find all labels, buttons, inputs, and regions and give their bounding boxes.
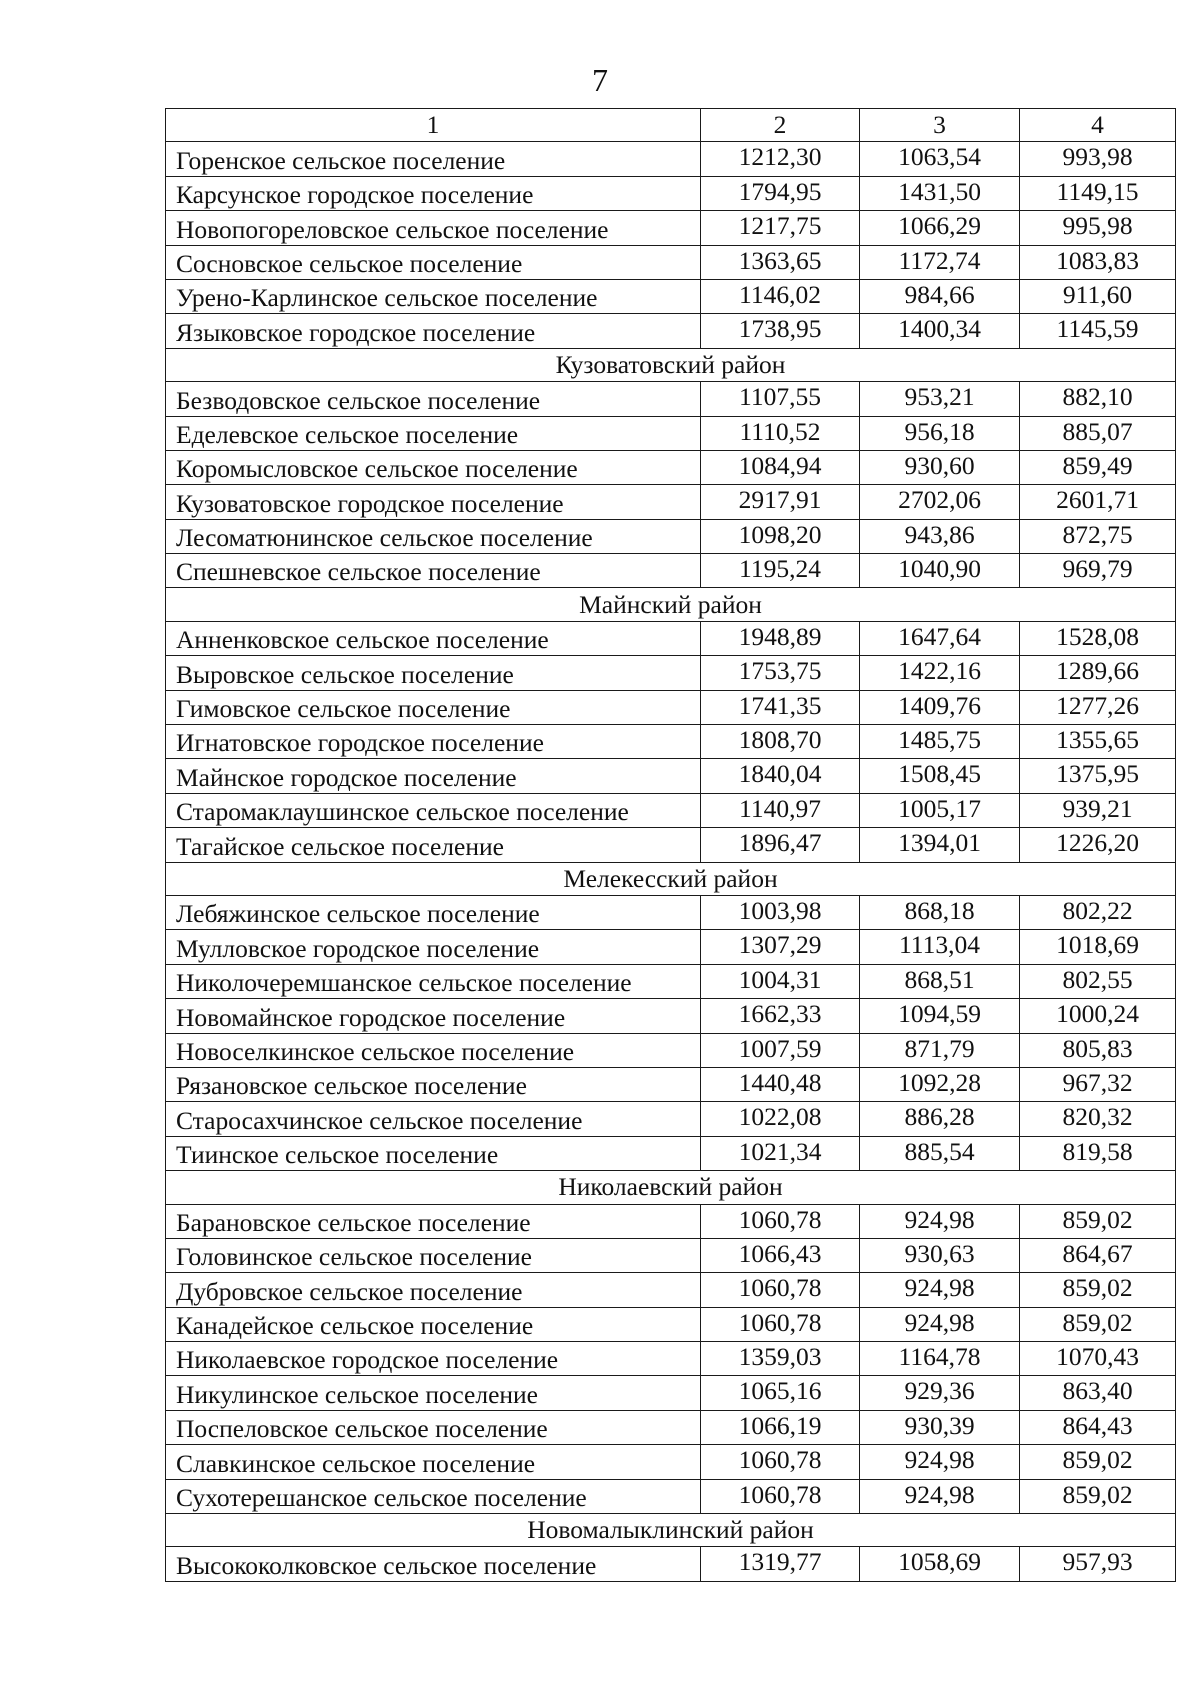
value-col-2: 1065,16 (701, 1376, 860, 1410)
table-row (166, 1067, 1176, 1101)
value-col-3: 1066,29 (860, 211, 1020, 245)
value-col-2: 1003,98 (701, 895, 860, 929)
value-col-2: 1662,33 (701, 999, 860, 1033)
value-col-2: 1217,75 (701, 211, 860, 245)
district-header-row (166, 862, 1176, 895)
value-col-4: 885,07 (1020, 416, 1176, 450)
value-col-4: 957,93 (1020, 1547, 1176, 1581)
value-col-2: 1363,65 (701, 245, 860, 279)
district-name: Мелекесский район (166, 862, 1176, 895)
value-col-3: 1172,74 (860, 245, 1020, 279)
value-col-3: 953,21 (860, 382, 1020, 416)
table-row (166, 1238, 1176, 1272)
value-col-3: 885,54 (860, 1136, 1020, 1170)
value-col-2: 1808,70 (701, 725, 860, 759)
value-col-2: 1319,77 (701, 1547, 860, 1581)
value-col-2: 1004,31 (701, 964, 860, 998)
settlement-name: Гимовское сельское поселение (166, 690, 701, 724)
district-name: Новомалыклинский район (166, 1514, 1176, 1547)
value-col-2: 1741,35 (701, 690, 860, 724)
value-col-2: 1359,03 (701, 1342, 860, 1376)
value-col-2: 1948,89 (701, 621, 860, 655)
value-col-2: 1098,20 (701, 519, 860, 553)
value-col-3: 1400,34 (860, 314, 1020, 348)
value-col-3: 1485,75 (860, 725, 1020, 759)
table-row (166, 1204, 1176, 1238)
column-header-2: 2 (701, 109, 860, 142)
value-col-4: 2601,71 (1020, 485, 1176, 519)
value-col-3: 1092,28 (860, 1067, 1020, 1101)
table-row (166, 1136, 1176, 1170)
settlement-name: Коромысловское сельское поселение (166, 450, 701, 484)
settlement-name: Дубровское сельское поселение (166, 1273, 701, 1307)
settlement-name: Кузоватовское городское поселение (166, 485, 701, 519)
value-col-2: 1896,47 (701, 828, 860, 862)
settlement-name: Мулловское городское поселение (166, 930, 701, 964)
value-col-4: 1355,65 (1020, 725, 1176, 759)
value-col-3: 924,98 (860, 1307, 1020, 1341)
district-name: Майнский район (166, 588, 1176, 621)
table-row (166, 1273, 1176, 1307)
settlement-name: Славкинское сельское поселение (166, 1445, 701, 1479)
value-col-4: 859,02 (1020, 1273, 1176, 1307)
value-col-3: 2702,06 (860, 485, 1020, 519)
settlement-name: Урено-Карлинское сельское поселение (166, 279, 701, 313)
value-col-2: 1007,59 (701, 1033, 860, 1067)
settlement-name: Головинское сельское поселение (166, 1238, 701, 1272)
table-row (166, 245, 1176, 279)
settlement-name: Барановское сельское поселение (166, 1204, 701, 1238)
value-col-2: 2917,91 (701, 485, 860, 519)
value-col-4: 939,21 (1020, 793, 1176, 827)
table-row (166, 690, 1176, 724)
value-col-2: 1840,04 (701, 759, 860, 793)
column-header-3: 3 (860, 109, 1020, 142)
value-col-4: 1375,95 (1020, 759, 1176, 793)
table-row (166, 279, 1176, 313)
value-col-2: 1738,95 (701, 314, 860, 348)
settlement-name: Лесоматюнинское сельское поселение (166, 519, 701, 553)
value-col-4: 872,75 (1020, 519, 1176, 553)
settlement-name: Старомаклаушинское сельское поселение (166, 793, 701, 827)
settlement-name: Новоселкинское сельское поселение (166, 1033, 701, 1067)
table-row (166, 1376, 1176, 1410)
value-col-2: 1440,48 (701, 1067, 860, 1101)
settlement-name: Карсунское городское поселение (166, 176, 701, 210)
settlement-name: Лебяжинское сельское поселение (166, 895, 701, 929)
settlements-table (165, 108, 1176, 1582)
table-row (166, 1479, 1176, 1513)
value-col-2: 1212,30 (701, 142, 860, 176)
value-col-3: 930,39 (860, 1410, 1020, 1444)
settlement-name: Спешневское сельское поселение (166, 554, 701, 588)
table-row (166, 1307, 1176, 1341)
value-col-3: 1394,01 (860, 828, 1020, 862)
settlement-name: Тагайское сельское поселение (166, 828, 701, 862)
value-col-3: 984,66 (860, 279, 1020, 313)
table-row (166, 416, 1176, 450)
district-header-row (166, 1514, 1176, 1547)
value-col-4: 863,40 (1020, 1376, 1176, 1410)
table-row (166, 1033, 1176, 1067)
district-header-row (166, 348, 1176, 381)
value-col-3: 1094,59 (860, 999, 1020, 1033)
value-col-4: 1018,69 (1020, 930, 1176, 964)
value-col-4: 859,02 (1020, 1479, 1176, 1513)
value-col-4: 859,02 (1020, 1307, 1176, 1341)
column-header-4: 4 (1020, 109, 1176, 142)
table-row (166, 211, 1176, 245)
value-col-3: 1164,78 (860, 1342, 1020, 1376)
value-col-4: 859,49 (1020, 450, 1176, 484)
value-col-4: 820,32 (1020, 1102, 1176, 1136)
value-col-2: 1084,94 (701, 450, 860, 484)
value-col-3: 1647,64 (860, 621, 1020, 655)
value-col-3: 956,18 (860, 416, 1020, 450)
value-col-4: 864,67 (1020, 1238, 1176, 1272)
value-col-3: 1040,90 (860, 554, 1020, 588)
table-row (166, 725, 1176, 759)
table-row (166, 314, 1176, 348)
table-row (166, 1410, 1176, 1444)
settlement-name: Новопогореловское сельское поселение (166, 211, 701, 245)
table-row (166, 964, 1176, 998)
settlement-name: Анненковское сельское поселение (166, 621, 701, 655)
settlement-name: Высококолковское сельское поселение (166, 1547, 701, 1581)
settlement-name: Игнатовское городское поселение (166, 725, 701, 759)
table-row (166, 519, 1176, 553)
value-col-4: 1226,20 (1020, 828, 1176, 862)
value-col-4: 967,32 (1020, 1067, 1176, 1101)
settlement-name: Канадейское сельское поселение (166, 1307, 701, 1341)
value-col-4: 1000,24 (1020, 999, 1176, 1033)
value-col-3: 1409,76 (860, 690, 1020, 724)
value-col-4: 859,02 (1020, 1445, 1176, 1479)
value-col-3: 1005,17 (860, 793, 1020, 827)
value-col-3: 886,28 (860, 1102, 1020, 1136)
value-col-2: 1110,52 (701, 416, 860, 450)
value-col-3: 924,98 (860, 1204, 1020, 1238)
settlement-name: Новомайнское городское поселение (166, 999, 701, 1033)
value-col-4: 995,98 (1020, 211, 1176, 245)
settlement-name: Никулинское сельское поселение (166, 1376, 701, 1410)
value-col-4: 1083,83 (1020, 245, 1176, 279)
table-row (166, 656, 1176, 690)
value-col-3: 943,86 (860, 519, 1020, 553)
value-col-4: 802,22 (1020, 895, 1176, 929)
table-row (166, 930, 1176, 964)
value-col-2: 1140,97 (701, 793, 860, 827)
table-row (166, 621, 1176, 655)
value-col-2: 1021,34 (701, 1136, 860, 1170)
value-col-3: 930,60 (860, 450, 1020, 484)
district-header-row (166, 1171, 1176, 1204)
table-row (166, 793, 1176, 827)
value-col-2: 1060,78 (701, 1204, 860, 1238)
table-row (166, 999, 1176, 1033)
value-col-3: 1422,16 (860, 656, 1020, 690)
value-col-4: 1145,59 (1020, 314, 1176, 348)
settlement-name: Старосахчинское сельское поселение (166, 1102, 701, 1136)
value-col-4: 864,43 (1020, 1410, 1176, 1444)
header-row (166, 109, 1176, 142)
value-col-4: 859,02 (1020, 1204, 1176, 1238)
value-col-3: 871,79 (860, 1033, 1020, 1067)
settlement-name: Николочеремшанское сельское поселение (166, 964, 701, 998)
value-col-2: 1060,78 (701, 1445, 860, 1479)
table-header (166, 109, 1176, 142)
district-name: Кузоватовский район (166, 348, 1176, 381)
settlement-name: Тиинское сельское поселение (166, 1136, 701, 1170)
settlement-name: Еделевское сельское поселение (166, 416, 701, 450)
column-header-1: 1 (166, 109, 701, 142)
value-col-2: 1022,08 (701, 1102, 860, 1136)
value-col-3: 1063,54 (860, 142, 1020, 176)
value-col-3: 1508,45 (860, 759, 1020, 793)
value-col-2: 1107,55 (701, 382, 860, 416)
value-col-2: 1146,02 (701, 279, 860, 313)
table-body (166, 142, 1176, 1581)
settlement-name: Сухотерешанское сельское поселение (166, 1479, 701, 1513)
table-row (166, 759, 1176, 793)
value-col-2: 1066,19 (701, 1410, 860, 1444)
value-col-2: 1060,78 (701, 1273, 860, 1307)
settlement-name: Николаевское городское поселение (166, 1342, 701, 1376)
table-row (166, 895, 1176, 929)
table-row (166, 1102, 1176, 1136)
table-row (166, 1342, 1176, 1376)
table-row (166, 828, 1176, 862)
value-col-4: 911,60 (1020, 279, 1176, 313)
district-header-row (166, 588, 1176, 621)
value-col-4: 1149,15 (1020, 176, 1176, 210)
value-col-2: 1794,95 (701, 176, 860, 210)
table-row (166, 554, 1176, 588)
settlement-name: Безводовское сельское поселение (166, 382, 701, 416)
settlement-name: Языковское городское поселение (166, 314, 701, 348)
value-col-4: 1070,43 (1020, 1342, 1176, 1376)
page-number: 7 (592, 62, 608, 98)
value-col-4: 969,79 (1020, 554, 1176, 588)
settlement-name: Поспеловское сельское поселение (166, 1410, 701, 1444)
table-row (166, 450, 1176, 484)
value-col-3: 930,63 (860, 1238, 1020, 1272)
value-col-4: 1277,26 (1020, 690, 1176, 724)
value-col-4: 1528,08 (1020, 621, 1176, 655)
value-col-3: 924,98 (860, 1445, 1020, 1479)
table-row (166, 382, 1176, 416)
table-row (166, 485, 1176, 519)
value-col-3: 868,18 (860, 895, 1020, 929)
settlement-name: Майнское городское поселение (166, 759, 701, 793)
value-col-2: 1060,78 (701, 1479, 860, 1513)
value-col-3: 924,98 (860, 1273, 1020, 1307)
value-col-4: 819,58 (1020, 1136, 1176, 1170)
value-col-2: 1195,24 (701, 554, 860, 588)
value-col-3: 1058,69 (860, 1547, 1020, 1581)
district-name: Николаевский район (166, 1171, 1176, 1204)
value-col-3: 1431,50 (860, 176, 1020, 210)
settlement-name: Горенское сельское поселение (166, 142, 701, 176)
table-row (166, 1445, 1176, 1479)
settlement-name: Выровское сельское поселение (166, 656, 701, 690)
value-col-3: 924,98 (860, 1479, 1020, 1513)
settlement-name: Сосновское сельское поселение (166, 245, 701, 279)
value-col-4: 802,55 (1020, 964, 1176, 998)
settlement-name: Рязановское сельское поселение (166, 1067, 701, 1101)
value-col-2: 1060,78 (701, 1307, 860, 1341)
value-col-2: 1066,43 (701, 1238, 860, 1272)
value-col-4: 882,10 (1020, 382, 1176, 416)
value-col-3: 868,51 (860, 964, 1020, 998)
value-col-3: 1113,04 (860, 930, 1020, 964)
table-row (166, 142, 1176, 176)
value-col-4: 1289,66 (1020, 656, 1176, 690)
value-col-2: 1307,29 (701, 930, 860, 964)
value-col-3: 929,36 (860, 1376, 1020, 1410)
table-row (166, 176, 1176, 210)
value-col-4: 993,98 (1020, 142, 1176, 176)
table-row (166, 1547, 1176, 1581)
value-col-4: 805,83 (1020, 1033, 1176, 1067)
value-col-2: 1753,75 (701, 656, 860, 690)
